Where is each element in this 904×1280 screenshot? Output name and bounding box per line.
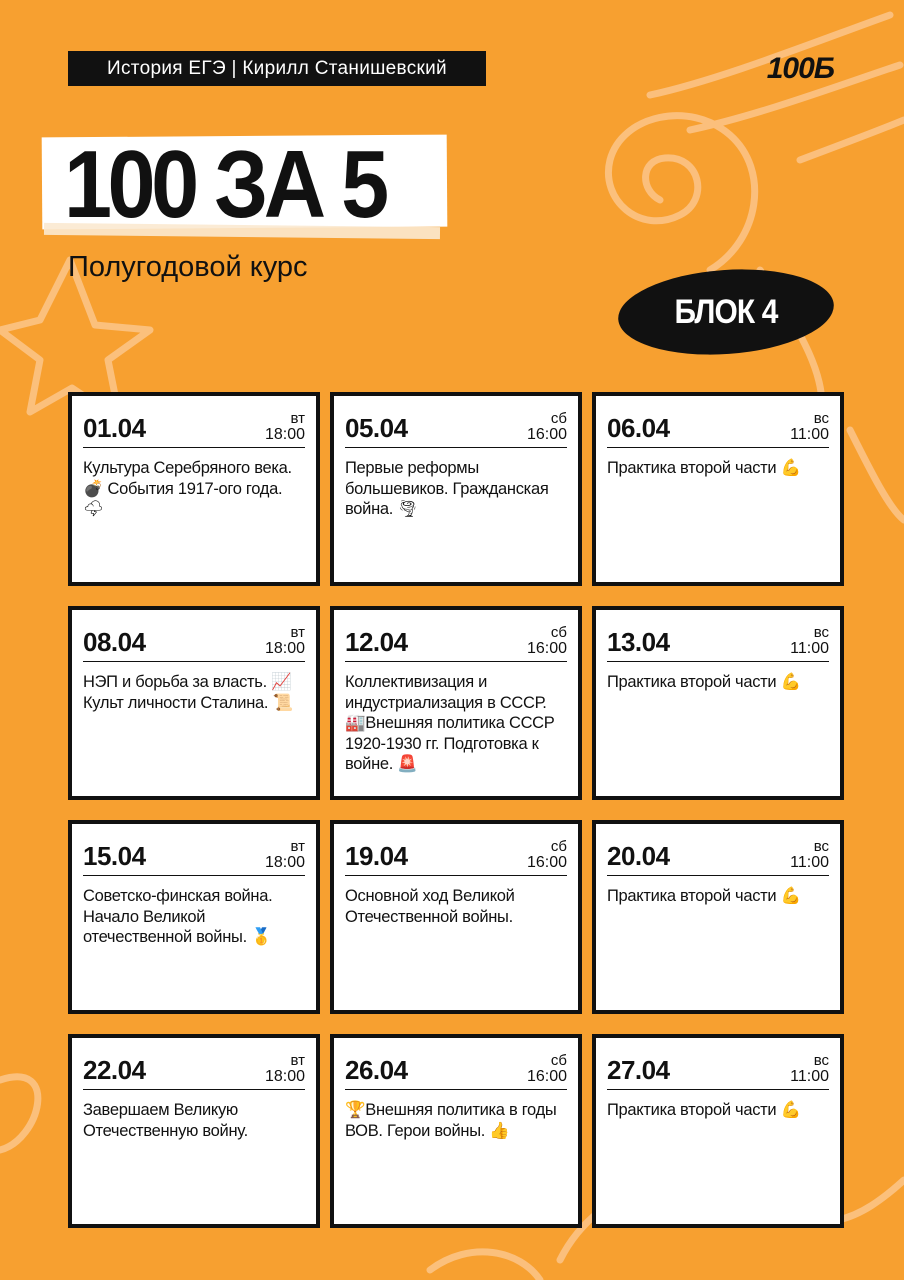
lesson-day: сб [550,410,567,427]
lesson-card-header [607,620,829,662]
lesson-topic: НЭП и борьба за власть. 📈 Культ личности Сталина. 📜 [83,673,293,712]
lesson-when [790,839,829,871]
lesson-date: 26.04 [345,1055,408,1085]
lesson-card-header [83,406,305,448]
lesson-topic: Советско-финская война. Начало Великой отечественной войны. 🥇 [83,887,273,946]
lesson-topic: Практика второй части 💪 [607,887,801,905]
lesson-time: 11:00 [790,1068,829,1085]
lesson-topic: 🏆Внешняя политика в годы ВОВ. Герои войны. 👍 [345,1101,557,1140]
lesson-time: 11:00 [790,426,829,443]
lesson-time: 16:00 [526,854,567,871]
lesson-card-header [83,620,305,662]
lesson-card [330,392,582,586]
lesson-date: 13.04 [607,627,670,657]
lesson-date: 06.04 [607,413,670,443]
lesson-card-header [607,1048,829,1090]
lesson-date: 12.04 [345,627,408,657]
lesson-card [68,606,320,800]
lesson-time: 16:00 [526,426,567,443]
lesson-time: 16:00 [526,1068,567,1085]
lesson-date: 20.04 [607,841,670,871]
lesson-time: 18:00 [264,854,305,871]
author-tag: История ЕГЭ | Кирилл Станишевский [68,51,486,86]
lesson-card [68,820,320,1014]
lesson-card [330,820,582,1014]
lesson-date: 22.04 [83,1055,146,1085]
lesson-day: сб [550,624,567,641]
lesson-topic: Практика второй части 💪 [607,459,801,477]
lesson-when [265,1053,305,1085]
lesson-day: сб [550,1052,567,1069]
lesson-time: 18:00 [264,640,305,657]
lesson-card [330,606,582,800]
lesson-day: вт [290,1052,305,1069]
lesson-card [592,392,844,586]
lesson-card-header [83,1048,305,1090]
lesson-topic: Культура Серебряного века. 💣 События 1917-ого года. 🌩 [83,459,292,518]
lesson-when [527,1053,567,1085]
page-title: 100 ЗА 5 [64,131,385,238]
lesson-when [527,839,567,871]
lesson-time: 18:00 [264,1068,305,1085]
lesson-day: вс [813,410,829,427]
lesson-date: 01.04 [83,413,146,443]
lesson-topic: Завершаем Великую Отечественную войну. [83,1101,248,1140]
lesson-when [265,625,305,657]
lesson-card-header [345,620,567,662]
lesson-when [527,411,567,443]
lesson-time: 18:00 [264,426,305,443]
lesson-day: вс [813,1052,829,1069]
lesson-when [265,839,305,871]
brand-logo: 100Б [766,52,834,85]
lesson-card [592,1034,844,1228]
lesson-card-header [345,1048,567,1090]
lesson-topic: Основной ход Великой Отечественной войны. [345,887,515,926]
lesson-when [265,411,305,443]
lesson-time: 16:00 [526,640,567,657]
lesson-topic: Практика второй части 💪 [607,1101,801,1119]
lesson-card [592,606,844,800]
lesson-day: вс [813,838,829,855]
lesson-day: вт [290,410,305,427]
lesson-card [68,1034,320,1228]
lesson-card-header [607,834,829,876]
lesson-day: вт [290,624,305,641]
lesson-when [527,625,567,657]
lesson-card-header [345,406,567,448]
lesson-date: 08.04 [83,627,146,657]
lesson-card-header [83,834,305,876]
lesson-card-header [607,406,829,448]
lesson-topic: Практика второй части 💪 [607,673,801,691]
lesson-date: 27.04 [607,1055,670,1085]
lesson-when [790,1053,829,1085]
lesson-card [592,820,844,1014]
lesson-when [790,625,829,657]
lesson-card [68,392,320,586]
lesson-date: 15.04 [83,841,146,871]
lesson-day: вт [290,838,305,855]
lesson-day: сб [550,838,567,855]
schedule-grid [68,392,844,1228]
lesson-day: вс [813,624,829,641]
lesson-card [330,1034,582,1228]
block-badge-label: БЛОК 4 [674,293,778,331]
lesson-time: 11:00 [790,640,829,657]
lesson-date: 19.04 [345,841,408,871]
lesson-time: 11:00 [790,854,829,871]
lesson-topic: Первые реформы большевиков. Гражданская война. 🌪 [345,459,549,518]
lesson-when [790,411,829,443]
course-subtitle: Полугодовой курс [68,251,308,283]
lesson-date: 05.04 [345,413,408,443]
lesson-card-header [345,834,567,876]
lesson-topic: Коллективизация и индустриализация в СССР. 🏭Внешняя политика СССР 1920-1930 гг. Подготовка к войне. 🚨 [345,673,555,773]
